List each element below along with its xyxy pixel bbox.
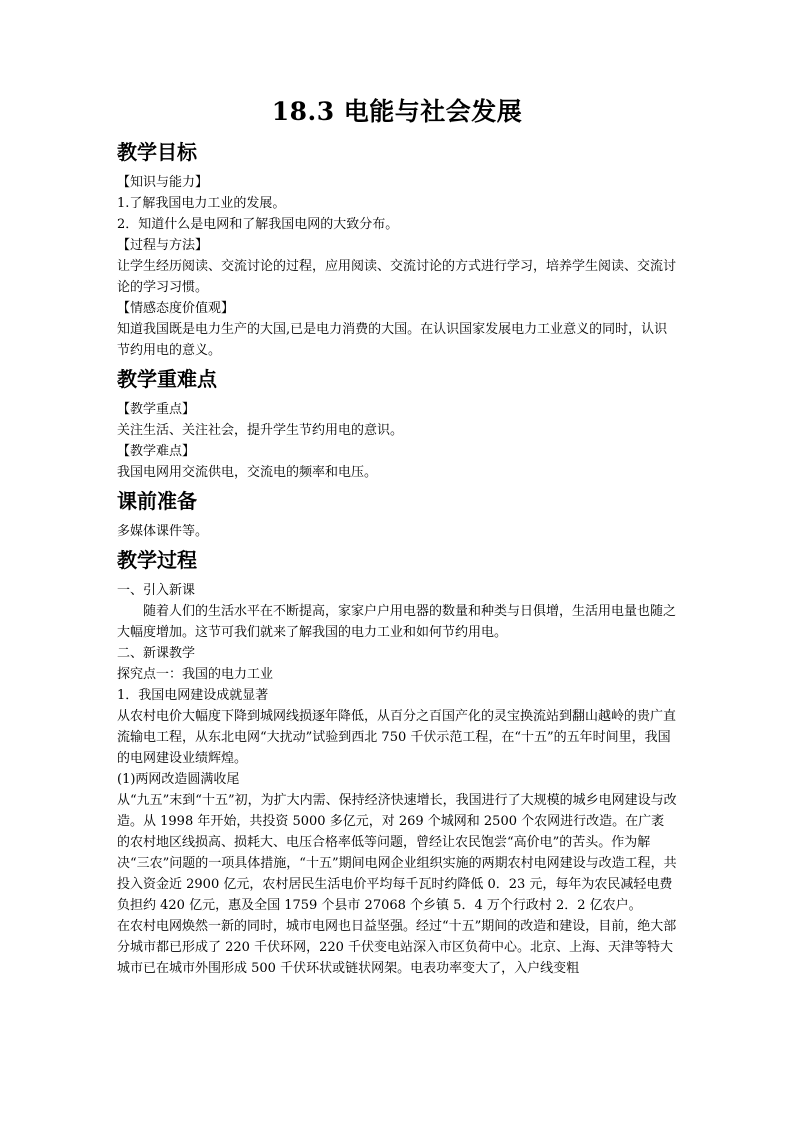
process-heading: 教学过程 [117, 548, 197, 572]
emotion-text: 知道我国既是电力生产的大国,已是电力消费的大国。在认识国家发展电力工业意义的同时，认识节约用电的意义。 [117, 322, 668, 358]
subitem-1-text: 从“九五”末到“十五”初，为扩大内需、保持经济快速增长，我国进行了大规模的城乡电网建设与改造。从 1998 年开始，共投资 5000 多亿元，对 269 个城网和 2500 个农网进行改造。在广袤的农村地区线损高、损耗大、电压合格率低等问题，曾经让农民饱尝“高价电”的苦头。作为解决“三农”问题的一项具体措施，“十五”期间电网企业组织实施的两期农村电网建设与改造工程，共投入资金近 2900 亿元，农村居民生活电价平均每千瓦时约降低 0．23 元，每年为农民减轻电费负担约 420 亿元，惠及全国 1759 个县市 27068 个乡镇 5．4 万个行政村 2．2 亿农户。 [117, 793, 677, 913]
subitem-1-heading: (1)两网改造圆满收尾 [117, 772, 240, 787]
intro-text: 随着人们的生活水平在不断提高，家家户户用电器的数量和种类与日俱增，生活用电量也随之大幅度增加。这节可我们就来了解我国的电力工业和如何节约用电。 [117, 604, 677, 640]
preparation-heading: 课前准备 [117, 489, 197, 513]
process-method-text: 让学生经历阅读、交流讨论的过程，应用阅读、交流讨论的方式进行学习，培养学生阅读、交流讨论的学习习惯。 [117, 259, 677, 295]
knowledge-label: 【知识与能力】 [117, 175, 209, 190]
intro-label: 一、引入新课 [117, 583, 196, 598]
new-lesson-label: 二、新课教学 [117, 646, 196, 661]
preparation-text: 多媒体课件等。 [117, 524, 209, 539]
city-grid-text: 在农村电网焕然一新的同时，城市电网也日益坚强。经过“十五”期间的改造和建设，目前，绝大部分城市都已形成了 220 千伏环网，220 千伏变电站深入市区负荷中心。北京、上海、天津等特大城市已在城市外围形成 500 千伏环状或链状网架。电表功率变大了，入户线变粗 [117, 919, 677, 976]
focus-text: 关注生活、关注社会，提升学生节约用电的意识。 [117, 423, 404, 438]
knowledge-item-2: 2．知道什么是电网和了解我国电网的大致分布。 [117, 217, 399, 232]
item-1-text: 从农村电价大幅度下降到城网线损逐年降低，从百分之百国产化的灵宝换流站到翻山越岭的贵广直流输电工程，从东北电网“大扰动”试验到西北 750 千伏示范工程，在“十五”的五年时间里，我国的电网建设业绩辉煌。 [117, 709, 677, 766]
item-1-heading: 1．我国电网建设成就显著 [117, 688, 269, 703]
difficulty-label: 【教学难点】 [117, 444, 196, 459]
process-method-label: 【过程与方法】 [117, 238, 209, 253]
difficulty-text: 我国电网用交流供电，交流电的频率和电压。 [117, 465, 378, 480]
focus-label: 【教学重点】 [117, 402, 196, 417]
document-page [117, 96, 677, 979]
knowledge-item-1: 1.了解我国电力工业的发展。 [117, 196, 286, 211]
keypoints-heading: 教学重难点 [117, 367, 217, 391]
emotion-label: 【情感态度价值观】 [117, 301, 235, 316]
page-title: 18.3 电能与社会发展 [271, 97, 523, 126]
goals-heading: 教学目标 [117, 140, 197, 164]
explore-point-1: 探究点一：我国的电力工业 [117, 667, 274, 682]
